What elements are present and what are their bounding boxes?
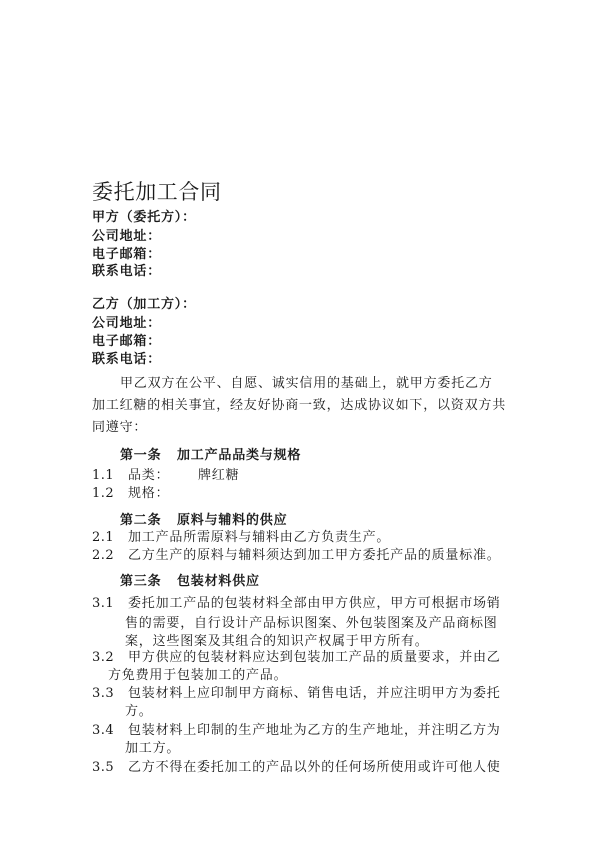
article-2-title: 原料与辅料的供应 — [177, 513, 288, 528]
clause-text: 乙方生产的原料与辅料须达到加工甲方委托产品的质量标准。 — [128, 548, 501, 563]
clause-number: 3.4 — [92, 723, 115, 738]
clause-text: 方免费用于包装加工的产品。 — [108, 668, 288, 683]
clause-text: 方。 — [125, 704, 153, 719]
party-b-address-label: 公司地址： — [92, 316, 162, 331]
clause-number: 3.2 — [92, 650, 115, 665]
document-title: 委托加工合同 — [92, 180, 222, 204]
clause-text: 加工产品所需原料与辅料由乙方负责生产。 — [128, 530, 391, 545]
clause-text: 委托加工产品的包装材料全部由甲方供应，甲方可根据市场销 — [128, 596, 501, 611]
article-1-label: 第一条 — [120, 448, 162, 463]
clause-text: 加工方。 — [125, 741, 181, 756]
clause-text: 包装材料上应印制甲方商标、销售电话，并应注明甲方为委托 — [128, 686, 501, 701]
clause-number: 1.1 — [92, 468, 115, 483]
clause-number: 2.2 — [92, 548, 115, 563]
article-3-label: 第三条 — [120, 574, 162, 589]
party-a-heading: 甲方（委托方）： — [92, 210, 196, 225]
clause-number: 1.2 — [92, 486, 115, 501]
clause-number: 2.1 — [92, 530, 115, 545]
party-b-phone-label: 联系电话： — [92, 352, 162, 367]
clause-label-spec: 规格： — [128, 486, 170, 501]
preamble-line: 同遵守： — [92, 420, 148, 435]
preamble-line: 加工红糖的相关事宜，经友好协商一致，达成协议如下，以资双方共 — [92, 398, 507, 413]
clause-number: 3.1 — [92, 596, 115, 611]
clause-text: 甲方供应的包装材料应达到包装加工产品的质量要求，并由乙 — [128, 650, 501, 665]
clause-number: 3.3 — [92, 686, 115, 701]
party-a-email-label: 电子邮箱： — [92, 247, 162, 262]
clause-text: 售的需要，自行设计产品标识图案、外包装图案及产品商标图 — [125, 616, 498, 631]
article-2-label: 第二条 — [120, 513, 162, 528]
clause-text: 乙方不得在委托加工的产品以外的任何场所使用或许可他人使 — [128, 760, 501, 775]
article-1-title: 加工产品品类与规格 — [177, 448, 302, 463]
clause-number: 3.5 — [92, 760, 115, 775]
party-b-heading: 乙方（加工方）： — [92, 297, 196, 312]
party-a-phone-label: 联系电话： — [92, 264, 162, 279]
clause-label-category: 品类： — [128, 468, 170, 483]
article-3-title: 包装材料供应 — [177, 574, 260, 589]
clause-value-category: 牌红糖 — [198, 468, 240, 483]
preamble-line: 甲乙双方在公平、自愿、诚实信用的基础上，就甲方委托乙方 — [120, 376, 493, 391]
party-b-email-label: 电子邮箱： — [92, 334, 162, 349]
clause-text: 案，这些图案及其组合的知识产权属于甲方所有。 — [125, 634, 429, 649]
clause-text: 包装材料上印制的生产地址为乙方的生产地址，并注明乙方为 — [128, 723, 501, 738]
party-a-address-label: 公司地址： — [92, 229, 162, 244]
